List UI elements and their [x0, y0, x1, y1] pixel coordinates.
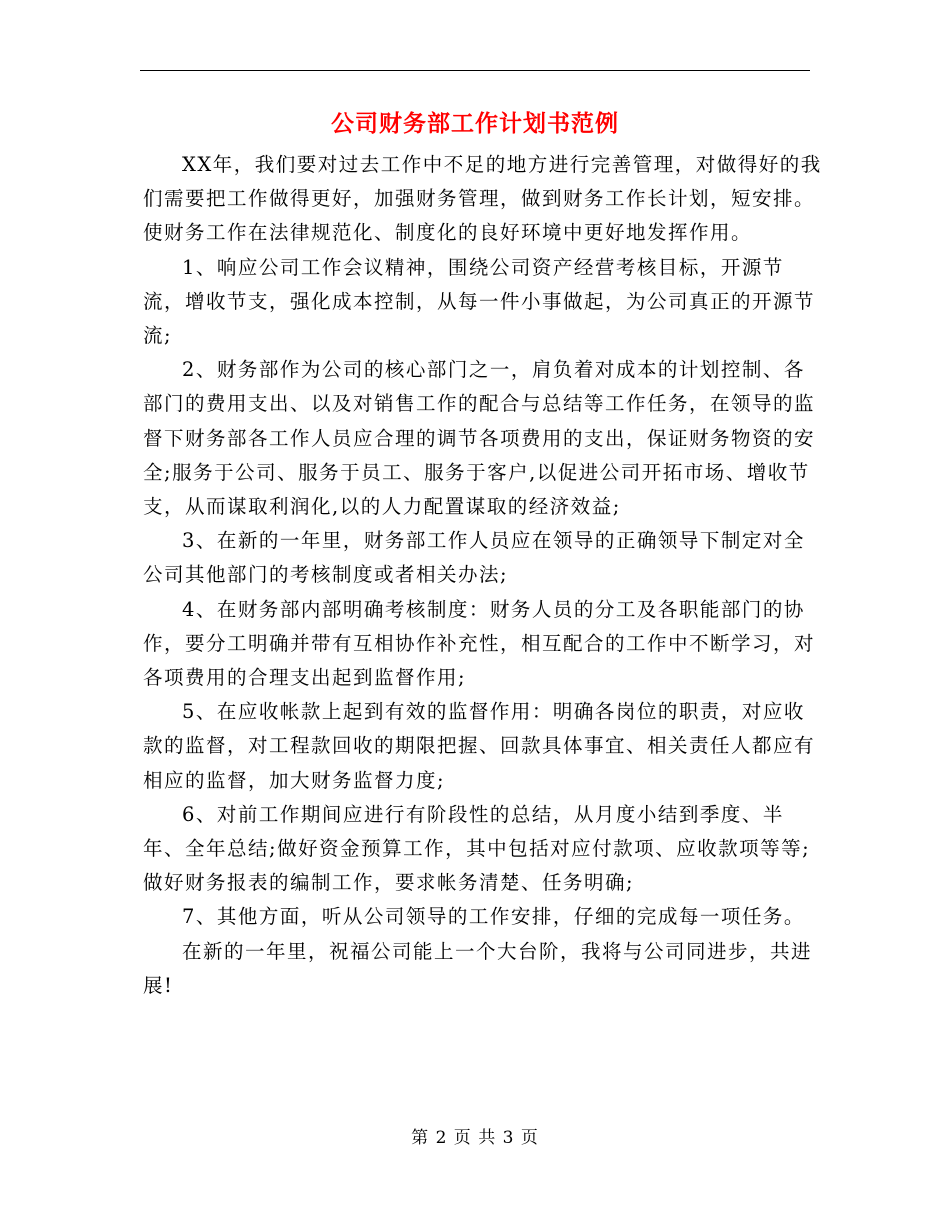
item-paragraph-2: 2、财务部作为公司的核心部门之一，肩负着对成本的计划控制、各部门的费用支出、以及对销售工作的配合与总结等工作任务，在领导的监督下财务部各工作人员应合理的调节各项费用的支出，保证财务物资的安全;服务于公司、服务于员工、服务于客户,以促进公司开拓市场、增收节支，从而谋取利润化,以的人力配置谋取的经济效益; — [143, 358, 816, 519]
closing-paragraph: 在新的一年里，祝福公司能上一个大台阶，我将与公司同进步，共进展! — [143, 939, 813, 997]
page-number-footer: 第 2 页 共 3 页 — [411, 1128, 539, 1148]
intro-paragraph: XX年，我们要对过去工作中不足的地方进行完善管理，对做得好的我们需要把工作做得更好，加强财务管理，做到财务工作长计划，短安排。使财务工作在法律规范化、制度化的良好环境中更好地发挥作用。 — [143, 153, 822, 245]
item-paragraph-3: 3、在新的一年里，财务部工作人员应在领导的正确领导下制定对全公司其他部门的考核制度或者相关办法; — [143, 529, 805, 587]
item-paragraph-4: 4、在财务部内部明确考核制度：财务人员的分工及各职能部门的协作，要分工明确并带有互相协作补充性，相互配合的工作中不断学习，对各项费用的合理支出起到监督作用; — [143, 597, 816, 690]
document-body — [143, 148, 823, 1003]
item-paragraph-6: 6、对前工作期间应进行有阶段性的总结，从月度小结到季度、半年、全年总结;做好资金预算工作，其中包括对应付款项、应收款项等等;做好财务报表的编制工作，要求帐务清楚、任务明确; — [143, 802, 811, 895]
header-rule — [140, 70, 810, 71]
item-paragraph-1: 1、响应公司工作会议精神，围绕公司资产经营考核目标，开源节流，增收节支，强化成本控制，从每一件小事做起，为公司真正的开源节流; — [143, 255, 816, 348]
item-paragraph-5: 5、在应收帐款上起到有效的监督作用：明确各岗位的职责，对应收款的监督，对工程款回收的期限把握、回款具体事宜、相关责任人都应有相应的监督，加大财务监督力度; — [143, 700, 816, 792]
document-title: 公司财务部工作计划书范例 — [331, 110, 619, 137]
item-paragraph-7: 7、其他方面，听从公司领导的工作安排，仔细的完成每一项任务。 — [182, 905, 805, 929]
